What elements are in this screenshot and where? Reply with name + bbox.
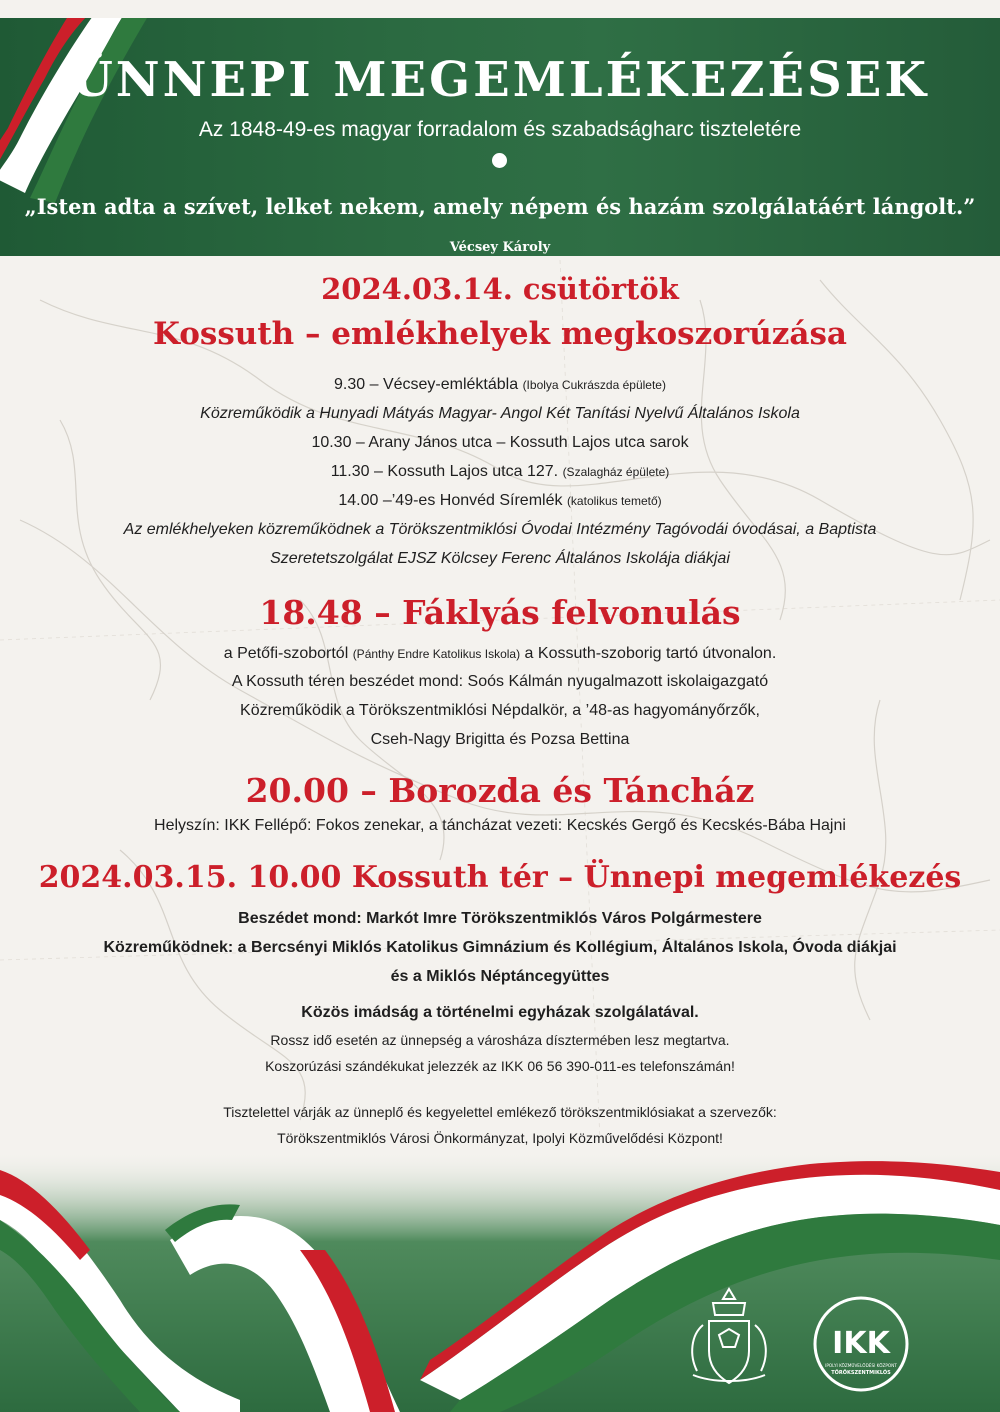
day2-line2: Közreműködnek: a Bercsényi Miklós Katolikus Gimnázium és Kollégium, Általános Iskola, Óvoda diákjai bbox=[103, 939, 897, 956]
dance-heading: 20.00 – Borozda és Táncház bbox=[245, 771, 755, 810]
footer-line2: Törökszentmiklós Városi Önkormányzat, Ipolyi Közművelődési Központ! bbox=[277, 1130, 723, 1146]
day2-line5: Rossz idő esetén az ünnepség a városháza dísztermében lesz megtartva. bbox=[270, 1032, 730, 1048]
ikk-logo-sub2: TÖRÖKSZENTMIKLÓS bbox=[831, 1370, 891, 1376]
torch-heading: 18.48 – Fáklyás felvonulás bbox=[259, 593, 741, 632]
day2-line4: Közös imádság a történelmi egyházak szolgálatával. bbox=[301, 1004, 699, 1021]
day2-line3: és a Miklós Néptáncegyüttes bbox=[390, 968, 610, 985]
day1-note-line1: Az emlékhelyeken közreműködnek a Törökszentmiklósi Óvodai Intézmény Tagóvodái óvodásai, a Baptista bbox=[123, 521, 877, 538]
ikk-logo-text: IKK bbox=[832, 1326, 890, 1361]
page-subtitle: Az 1848-49-es magyar forradalom és szabadságharc tiszteletére bbox=[198, 118, 802, 141]
day1-item3-note: (Szalagház épülete) bbox=[562, 465, 670, 479]
ikk-logo-circle-icon bbox=[812, 1295, 910, 1393]
day2-heading: 2024.03.15. 10.00 Kossuth tér – Ünnepi megemlékezés bbox=[38, 860, 962, 895]
torch-line1-a: a Petőfi-szobortól bbox=[223, 645, 353, 662]
quote-author: Vécsey Károly bbox=[449, 240, 551, 255]
quote-text: „Isten adta a szívet, lelket nekem, amely népem és hazám szolgálatáért lángolt.” bbox=[24, 194, 976, 219]
day2-line1: Beszédet mond: Markót Imre Törökszentmiklós Város Polgármestere bbox=[238, 910, 762, 927]
day1-item4-note: (katolikus temető) bbox=[566, 494, 662, 508]
day1-item4-main: 14.00 –’49-es Honvéd Síremlék bbox=[338, 492, 567, 509]
day1-note-line2: Szeretetszolgálat EJSZ Kölcsey Ferenc Általános Iskolája diákjai bbox=[270, 550, 730, 567]
day1-date: 2024.03.14. csütörtök bbox=[321, 272, 679, 306]
page-title: ÜNNEPI MEGEMLÉKEZÉSEK bbox=[70, 52, 930, 108]
day1-item4 bbox=[0, 492, 1000, 510]
day1-item2: 10.30 – Arany János utca – Kossuth Lajos utca sarok bbox=[311, 434, 689, 451]
day1-item1-sub: Közreműködik a Hunyadi Mátyás Magyar- Angol Két Tanítási Nyelvű Általános Iskola bbox=[200, 405, 800, 422]
day1-item3-main: 11.30 – Kossuth Lajos utca 127. bbox=[330, 463, 563, 480]
ikk-logo-sub1: IPOLYI KÖZMŰVELŐDÉSI KÖZPONT bbox=[825, 1363, 897, 1368]
day1-item3 bbox=[0, 463, 1000, 481]
bullet-dot-icon bbox=[492, 153, 507, 168]
dance-line1: Helyszín: IKK Fellépő: Fokos zenekar, a táncházat vezeti: Kecskés Gergő és Kecskés-Bába Hajni bbox=[154, 817, 846, 834]
day1-item1-main: 9.30 – Vécsey-emléktábla bbox=[334, 376, 523, 393]
header-banner bbox=[0, 18, 1000, 256]
torch-line1 bbox=[0, 645, 1000, 663]
day1-item1 bbox=[0, 376, 1000, 394]
torch-line1-b: a Kossuth-szoborig tartó útvonalon. bbox=[520, 645, 777, 662]
torch-line2: A Kossuth téren beszédet mond: Soós Kálmán nyugalmazott iskolaigazgató bbox=[231, 673, 769, 690]
day1-heading: Kossuth – emlékhelyek megkoszorúzása bbox=[152, 316, 848, 352]
footer-line1: Tisztelettel várják az ünneplő és kegyelettel emlékező törökszentmiklósiakat a szervezők: bbox=[223, 1104, 777, 1120]
city-coat-of-arms-icon bbox=[683, 1285, 775, 1391]
ikk-logo bbox=[812, 1295, 910, 1393]
torch-line4: Cseh-Nagy Brigitta és Pozsa Bettina bbox=[370, 731, 630, 748]
torch-line3: Közreműködik a Törökszentmiklósi Népdalkör, a ’48-as hagyományőrzők, bbox=[240, 702, 760, 719]
torch-line1-note: (Pánthy Endre Katolikus Iskola) bbox=[352, 647, 521, 661]
day1-item1-note: (Ibolya Cukrászda épülete) bbox=[522, 378, 666, 392]
day2-line6: Koszorúzási szándékukat jelezzék az IKK 06 56 390-011-es telefonszámán! bbox=[265, 1058, 735, 1074]
